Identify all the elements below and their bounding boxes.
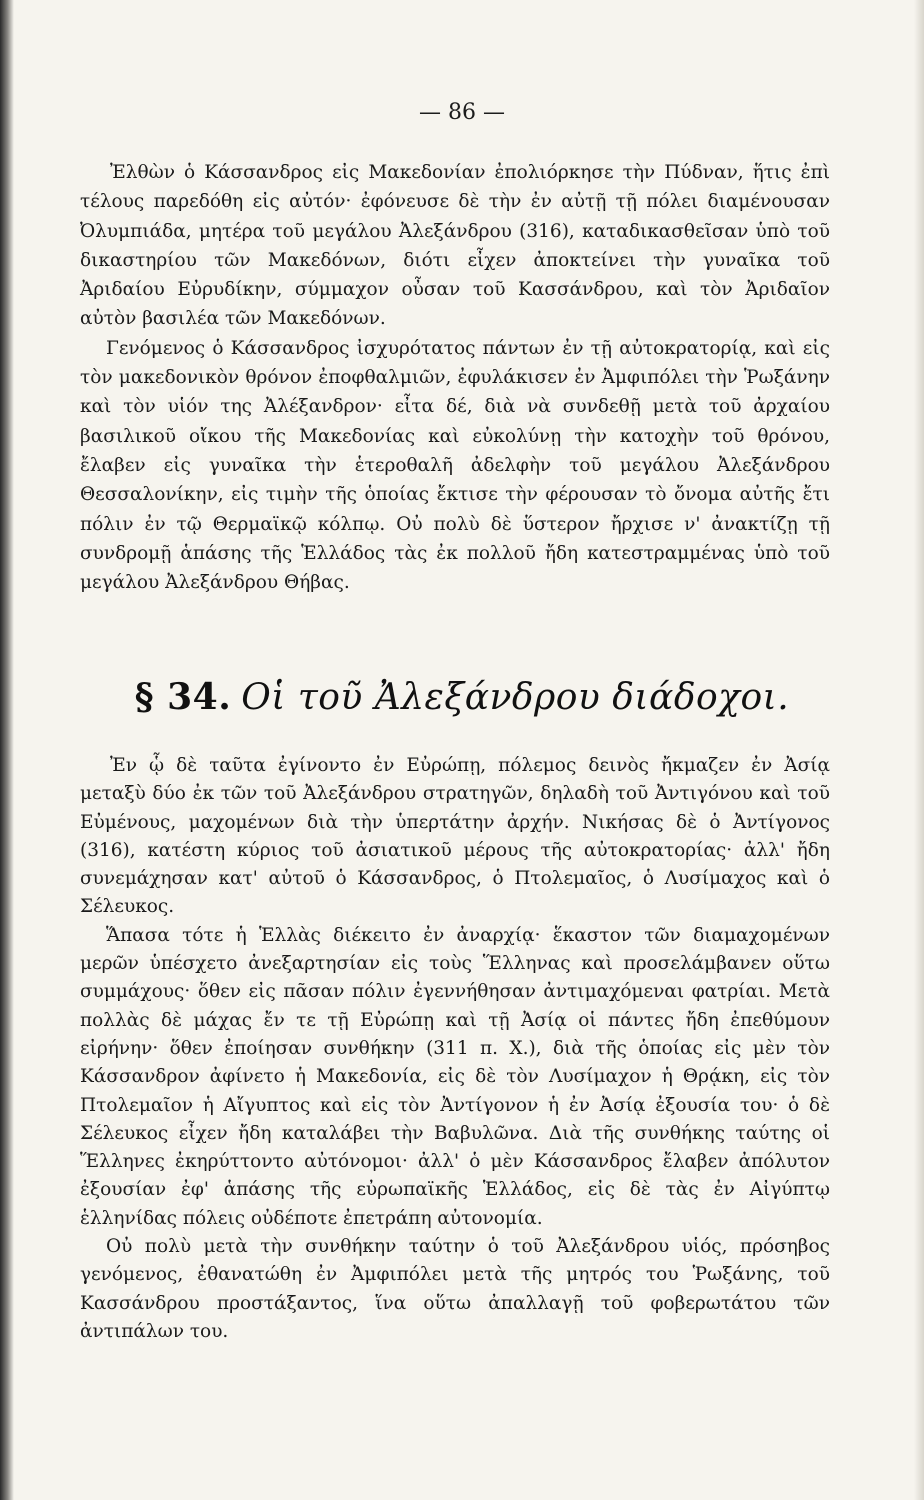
text-before-section [80, 158, 830, 597]
page-edge [914, 0, 924, 1500]
paragraph: Ἅπασα τότε ἡ Ἑλλὰς διέκειτο ἐν ἀναρχίᾳ· ἕκαστον τῶν διαμαχομένων μερῶν ὑπέσχετο ἀνεξαρτησίαν εἰς τοὺς Ἕλληνας καὶ προσελάμβανεν οὕτω συμμάχους· ὅθεν εἰς πᾶσαν πόλιν ἐγεννήθησαν ἀντιμαχόμεναι φατρίαι. Μετὰ πολλὰς δὲ μάχας ἔν τε τῇ Εὐρώπῃ καὶ τῇ Ἀσίᾳ οἱ πάντες ἤδη ἐπεθύμουν εἰρήνην· ὅθεν ἐποίησαν συνθήκην (311 π. Χ.), διὰ τῆς ὁποίας εἰς μὲν τὸν Κάσσανδρον ἀφίνετο ἡ Μακεδονία, εἰς δὲ τὸν Λυσίμαχον ἡ Θρᾴκη, εἰς τὸν Πτολεμαῖον ἡ Αἴγυπτος καὶ εἰς τὸν Ἀντίγονον ἡ ἐν Ἀσίᾳ ἐξουσία του· ὁ δὲ Σέλευκος εἶχεν ἤδη καταλάβει τὴν Βαβυλῶνα. Διὰ τῆς συνθήκης ταύτης οἱ Ἕλληνες ἐκηρύττοντο αὐτόνομοι· ἀλλ' ὁ μὲν Κάσσανδρος ἔλαβεν ἀπόλυτον ἐξουσίαν ἐφ' ἁπάσης τῆς εὐρωπαϊκῆς Ἑλλάδος, εἰς δὲ τὰς ἐν Αἰγύπτῳ ἑλληνίδας πόλεις οὐδέποτε ἐπετράπη αὐτονομία. [80, 924, 830, 1229]
section-title: Οἱ τοῦ Ἀλεξάνδρου διάδοχοι. [241, 677, 790, 718]
page-number: — 86 — [419, 100, 505, 125]
binding-shadow [0, 0, 14, 1500]
text-after-section [80, 752, 830, 1346]
section-number: § 34. [134, 676, 232, 718]
paragraph: Οὐ πολὺ μετὰ τὴν συνθήκην ταύτην ὁ τοῦ Ἀλεξάνδρου υἱός, πρόσηβος γενόμενος, ἐθανατώθη ἐν Ἀμφιπόλει μετὰ τῆς μητρός του Ῥωξάνης, τοῦ Κασσάνδρου προστάξαντος, ἵνα οὕτω ἀπαλλαγῇ τοῦ φοβερωτάτου τῶν ἀντιπάλων του. [80, 1236, 830, 1342]
paragraph: Ἐλθὼν ὁ Κάσσανδρος εἰς Μακεδονίαν ἐπολιόρκησε τὴν Πύδναν, ἥτις ἐπὶ τέλους παρεδόθη εἰς αὐτόν· ἐφόνευσε δὲ τὴν ἐν αὐτῇ τῇ πόλει διαμένουσαν Ὀλυμπιάδα, μητέρα τοῦ μεγάλου Ἀλεξάνδρου (316), καταδικασθεῖσαν ὑπὸ τοῦ δικαστηρίου τῶν Μακεδόνων, διότι εἶχεν ἀποκτείνει τὴν γυναῖκα τοῦ Ἀριδαίου Εὐρυδίκην, σύμμαχον οὖσαν τοῦ Κασσάνδρου, καὶ τὸν Ἀριδαῖον αὐτὸν βασιλέα τῶν Μακεδόνων. [80, 162, 830, 330]
paragraph: Γενόμενος ὁ Κάσσανδρος ἰσχυρότατος πάντων ἐν τῇ αὐτοκρατορίᾳ, καὶ εἰς τὸν μακεδονικὸν θρόνον ἐποφθαλμιῶν, ἐφυλάκισεν ἐν Ἀμφιπόλει τὴν Ῥωξάνην καὶ τὸν υἱόν της Ἀλέξανδρον· εἶτα δέ, διὰ νὰ συνδεθῇ μετὰ τοῦ ἀρχαίου βασιλικοῦ οἴκου τῆς Μακεδονίας καὶ εὐκολύνῃ τὴν κατοχὴν τοῦ θρόνου, ἔλαβεν εἰς γυναῖκα τὴν ἑτεροθαλῆ ἀδελφὴν τοῦ μεγάλου Ἀλεξάνδρου Θεσσαλονίκην, εἰς τιμὴν τῆς ὁποίας ἔκτισε τὴν φέρουσαν τὸ ὄνομα αὐτῆς ἔτι πόλιν ἐν τῷ Θερμαϊκῷ κόλπῳ. Οὐ πολὺ δὲ ὕστερον ἤρχισε ν' ἀνακτίζῃ τῇ συνδρομῇ ἁπάσης τῆς Ἑλλάδος τὰς ἐκ πολλοῦ ἤδη κατεστραμμένας ὑπὸ τοῦ μεγάλου Ἀλεξάνδρου Θήβας. [80, 337, 830, 594]
paragraph: Ἐν ᾧ δὲ ταῦτα ἐγίνοντο ἐν Εὐρώπῃ, πόλεμος δεινὸς ἤκμαζεν ἐν Ἀσίᾳ μεταξὺ δύο ἐκ τῶν τοῦ Ἀλεξάνδρου στρατηγῶν, δηλαδὴ τοῦ Ἀντιγόνου καὶ τοῦ Εὐμένους, μαχομένων διὰ τὴν ὑπερτάτην ἀρχήν. Νικήσας δὲ ὁ Ἀντίγονος (316), κατέστη κύριος τοῦ ἀσιατικοῦ μέρους τῆς αὐτοκρατορίας· ἀλλ' ἤδη συνεμάχησαν κατ' αὐτοῦ ὁ Κάσσανδρος, ὁ Πτολεμαῖος, ὁ Λυσίμαχος καὶ ὁ Σέλευκος. [80, 755, 830, 918]
section-heading [0, 676, 924, 718]
